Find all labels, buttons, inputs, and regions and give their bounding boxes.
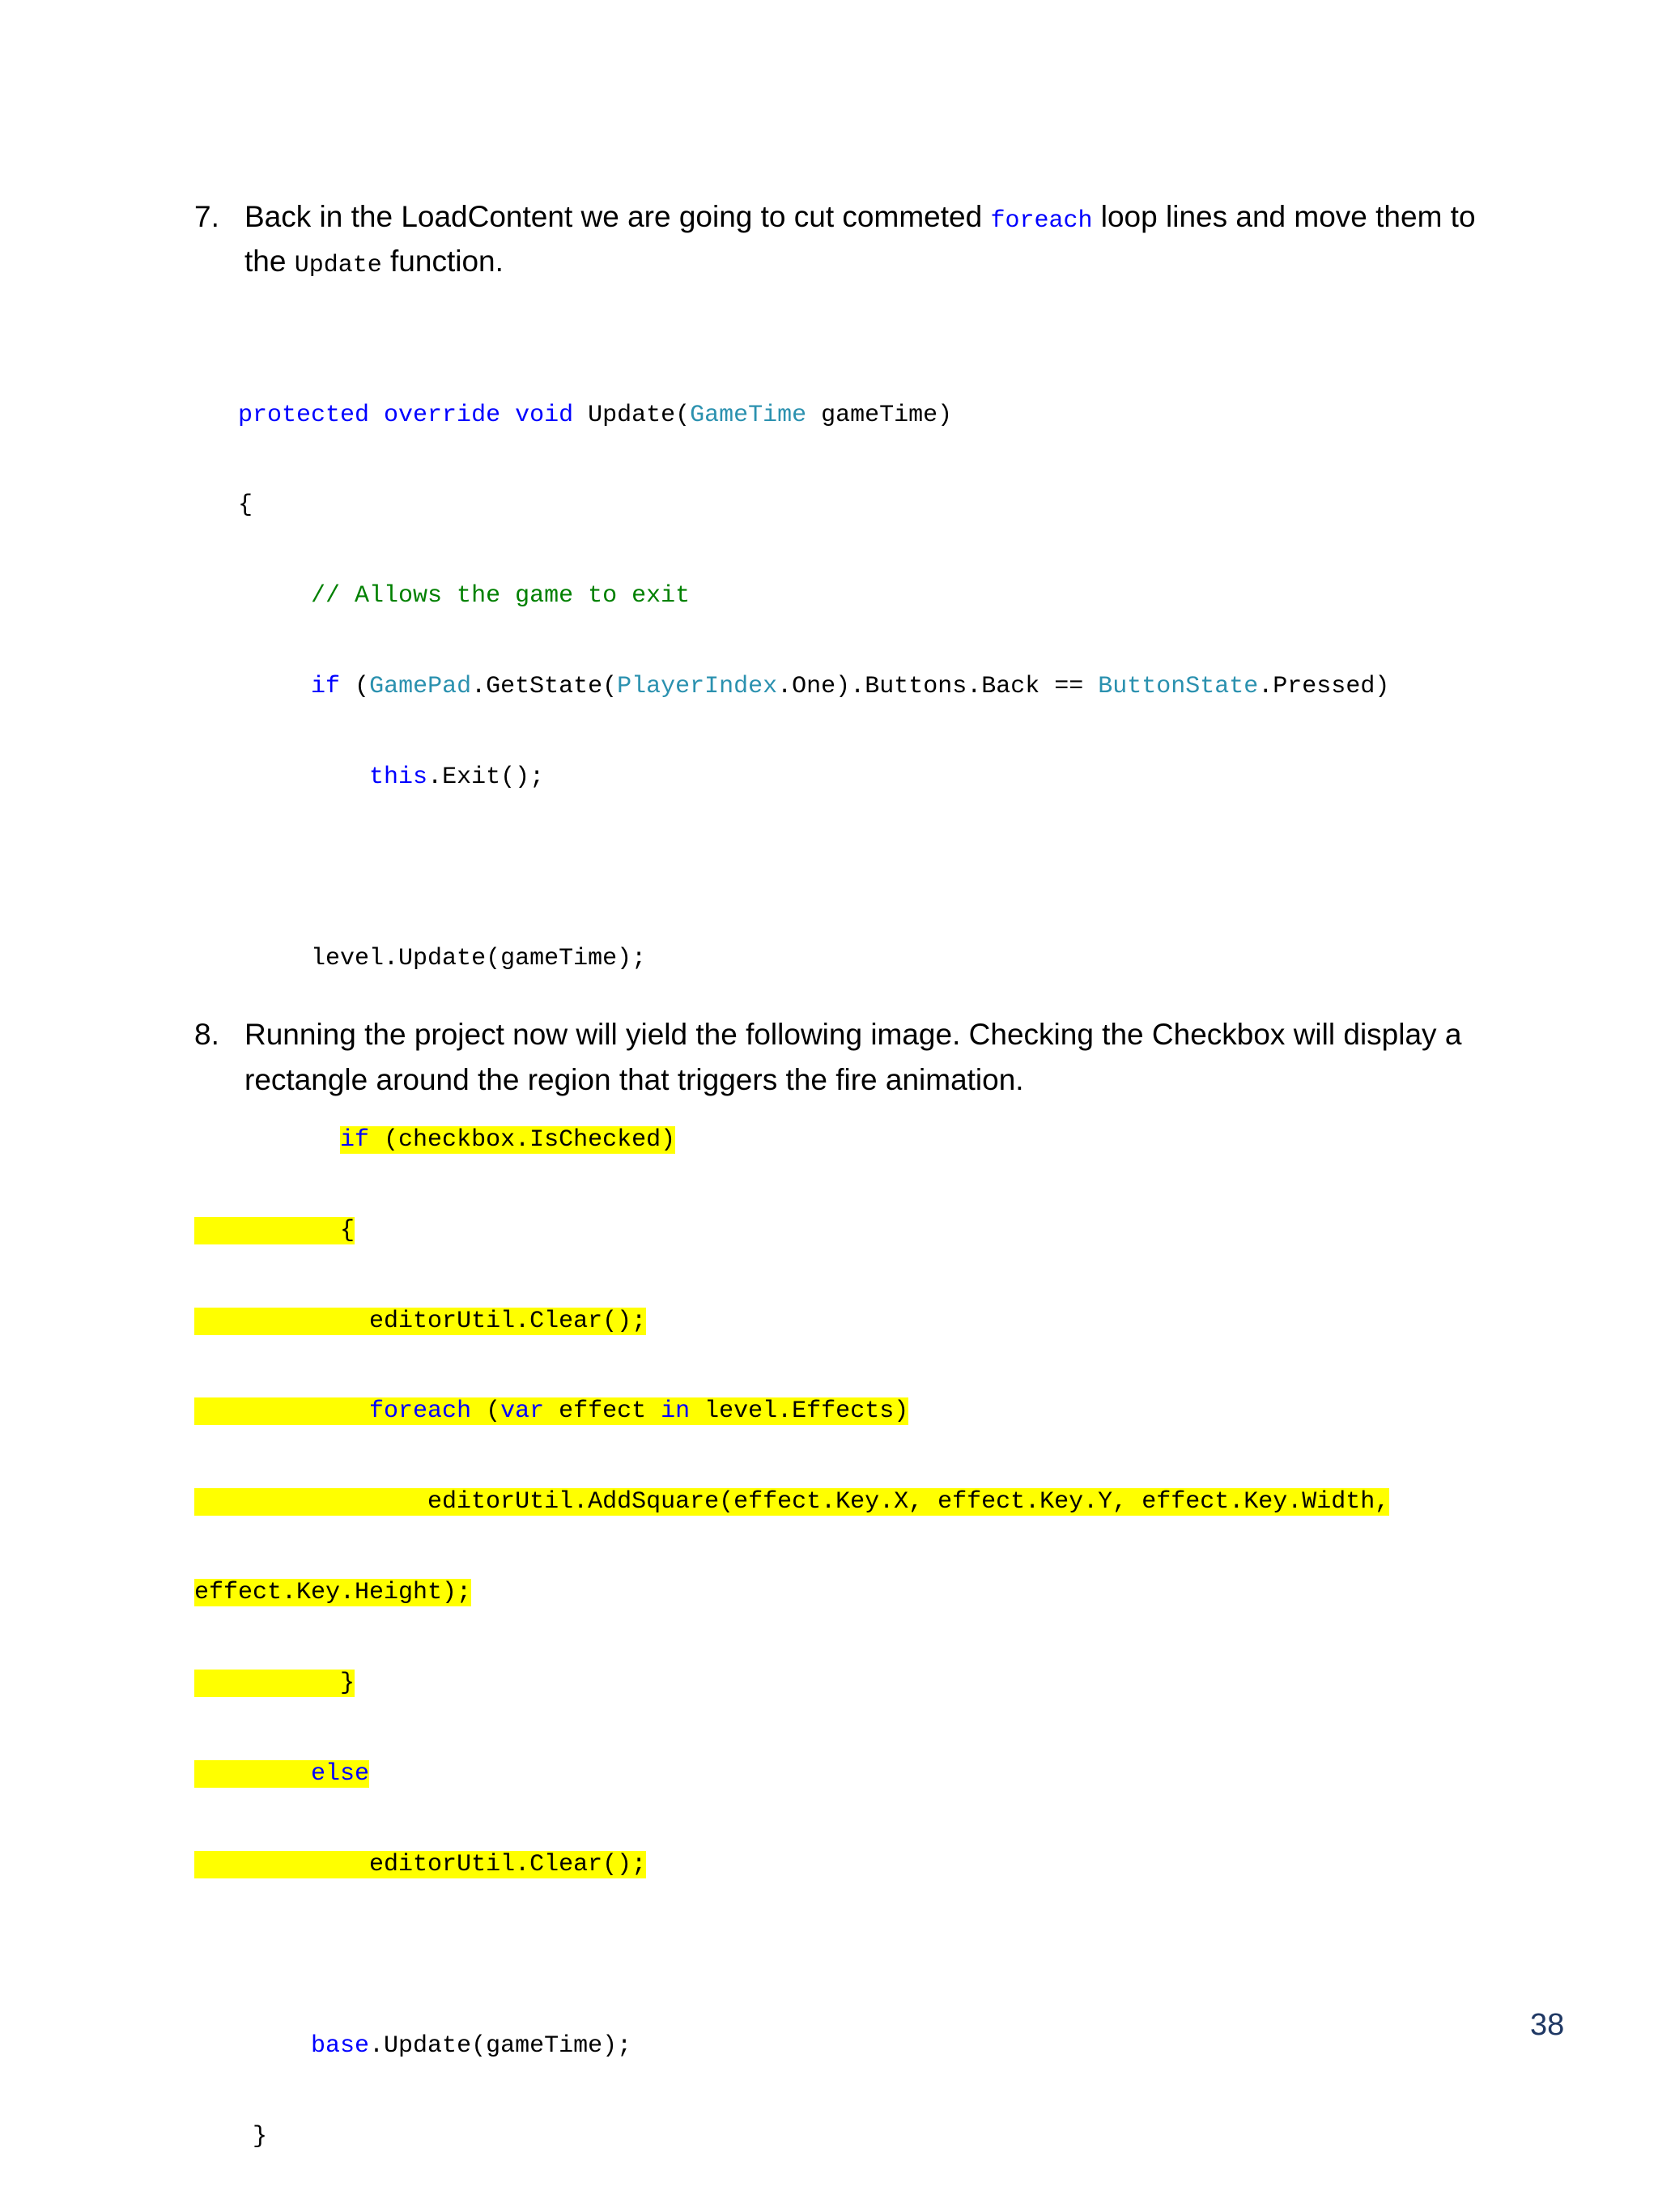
inline-code-foreach: foreach (990, 207, 1093, 235)
code-line-highlighted: effect.Key.Height); (194, 1579, 472, 1607)
code-line-highlighted: else (194, 1759, 1457, 1789)
code-line: // Allows the game to exit (311, 582, 691, 610)
code-line-highlighted: foreach (var effect in level.Effects) (194, 1397, 1457, 1427)
step-7-number: 7. (194, 200, 219, 233)
code-line-highlighted: editorUtil.Clear(); (194, 1850, 1457, 1880)
step-7 (194, 197, 1490, 286)
code-line-highlighted: editorUtil.AddSquare(effect.Key.X, effect.Key.Y, effect.Key.Width, (194, 1487, 1457, 1517)
code-line-highlighted: editorUtil.Clear(); (194, 1307, 1457, 1337)
step-8-number: 8. (194, 1018, 219, 1051)
code-line: { (238, 491, 253, 520)
step-8 (194, 1012, 1490, 1103)
step-7-text: Back in the LoadContent we are going to cut commeted foreach loop lines and move them to the Update function. (244, 200, 1476, 279)
code-line: base.Update(gameTime); (311, 2031, 632, 2060)
code-line: this.Exit(); (369, 764, 545, 792)
code-line (194, 853, 1457, 883)
code-line (194, 1941, 1457, 1971)
page-number: 38 (1530, 2008, 1565, 2042)
code-line-highlighted: if (checkbox.IsChecked) (340, 1125, 676, 1154)
code-line: if (GamePad.GetState(PlayerIndex.One).Buttons.Back == ButtonState.Pressed) (311, 673, 1390, 701)
code-line-highlighted: } (194, 1669, 1457, 1699)
code-line: level.Update(gameTime); (311, 944, 647, 972)
code-line: protected override void Update(GameTime gameTime) (238, 401, 953, 429)
code-line-highlighted: { (194, 1216, 1457, 1246)
step-8-text: Running the project now will yield the following image. Checking the Checkbox will display a rectangle around the region that triggers the fire animation. (244, 1018, 1462, 1096)
inline-code-update: Update (294, 252, 382, 279)
code-line: } (253, 2122, 268, 2150)
code-block (194, 340, 1457, 2212)
